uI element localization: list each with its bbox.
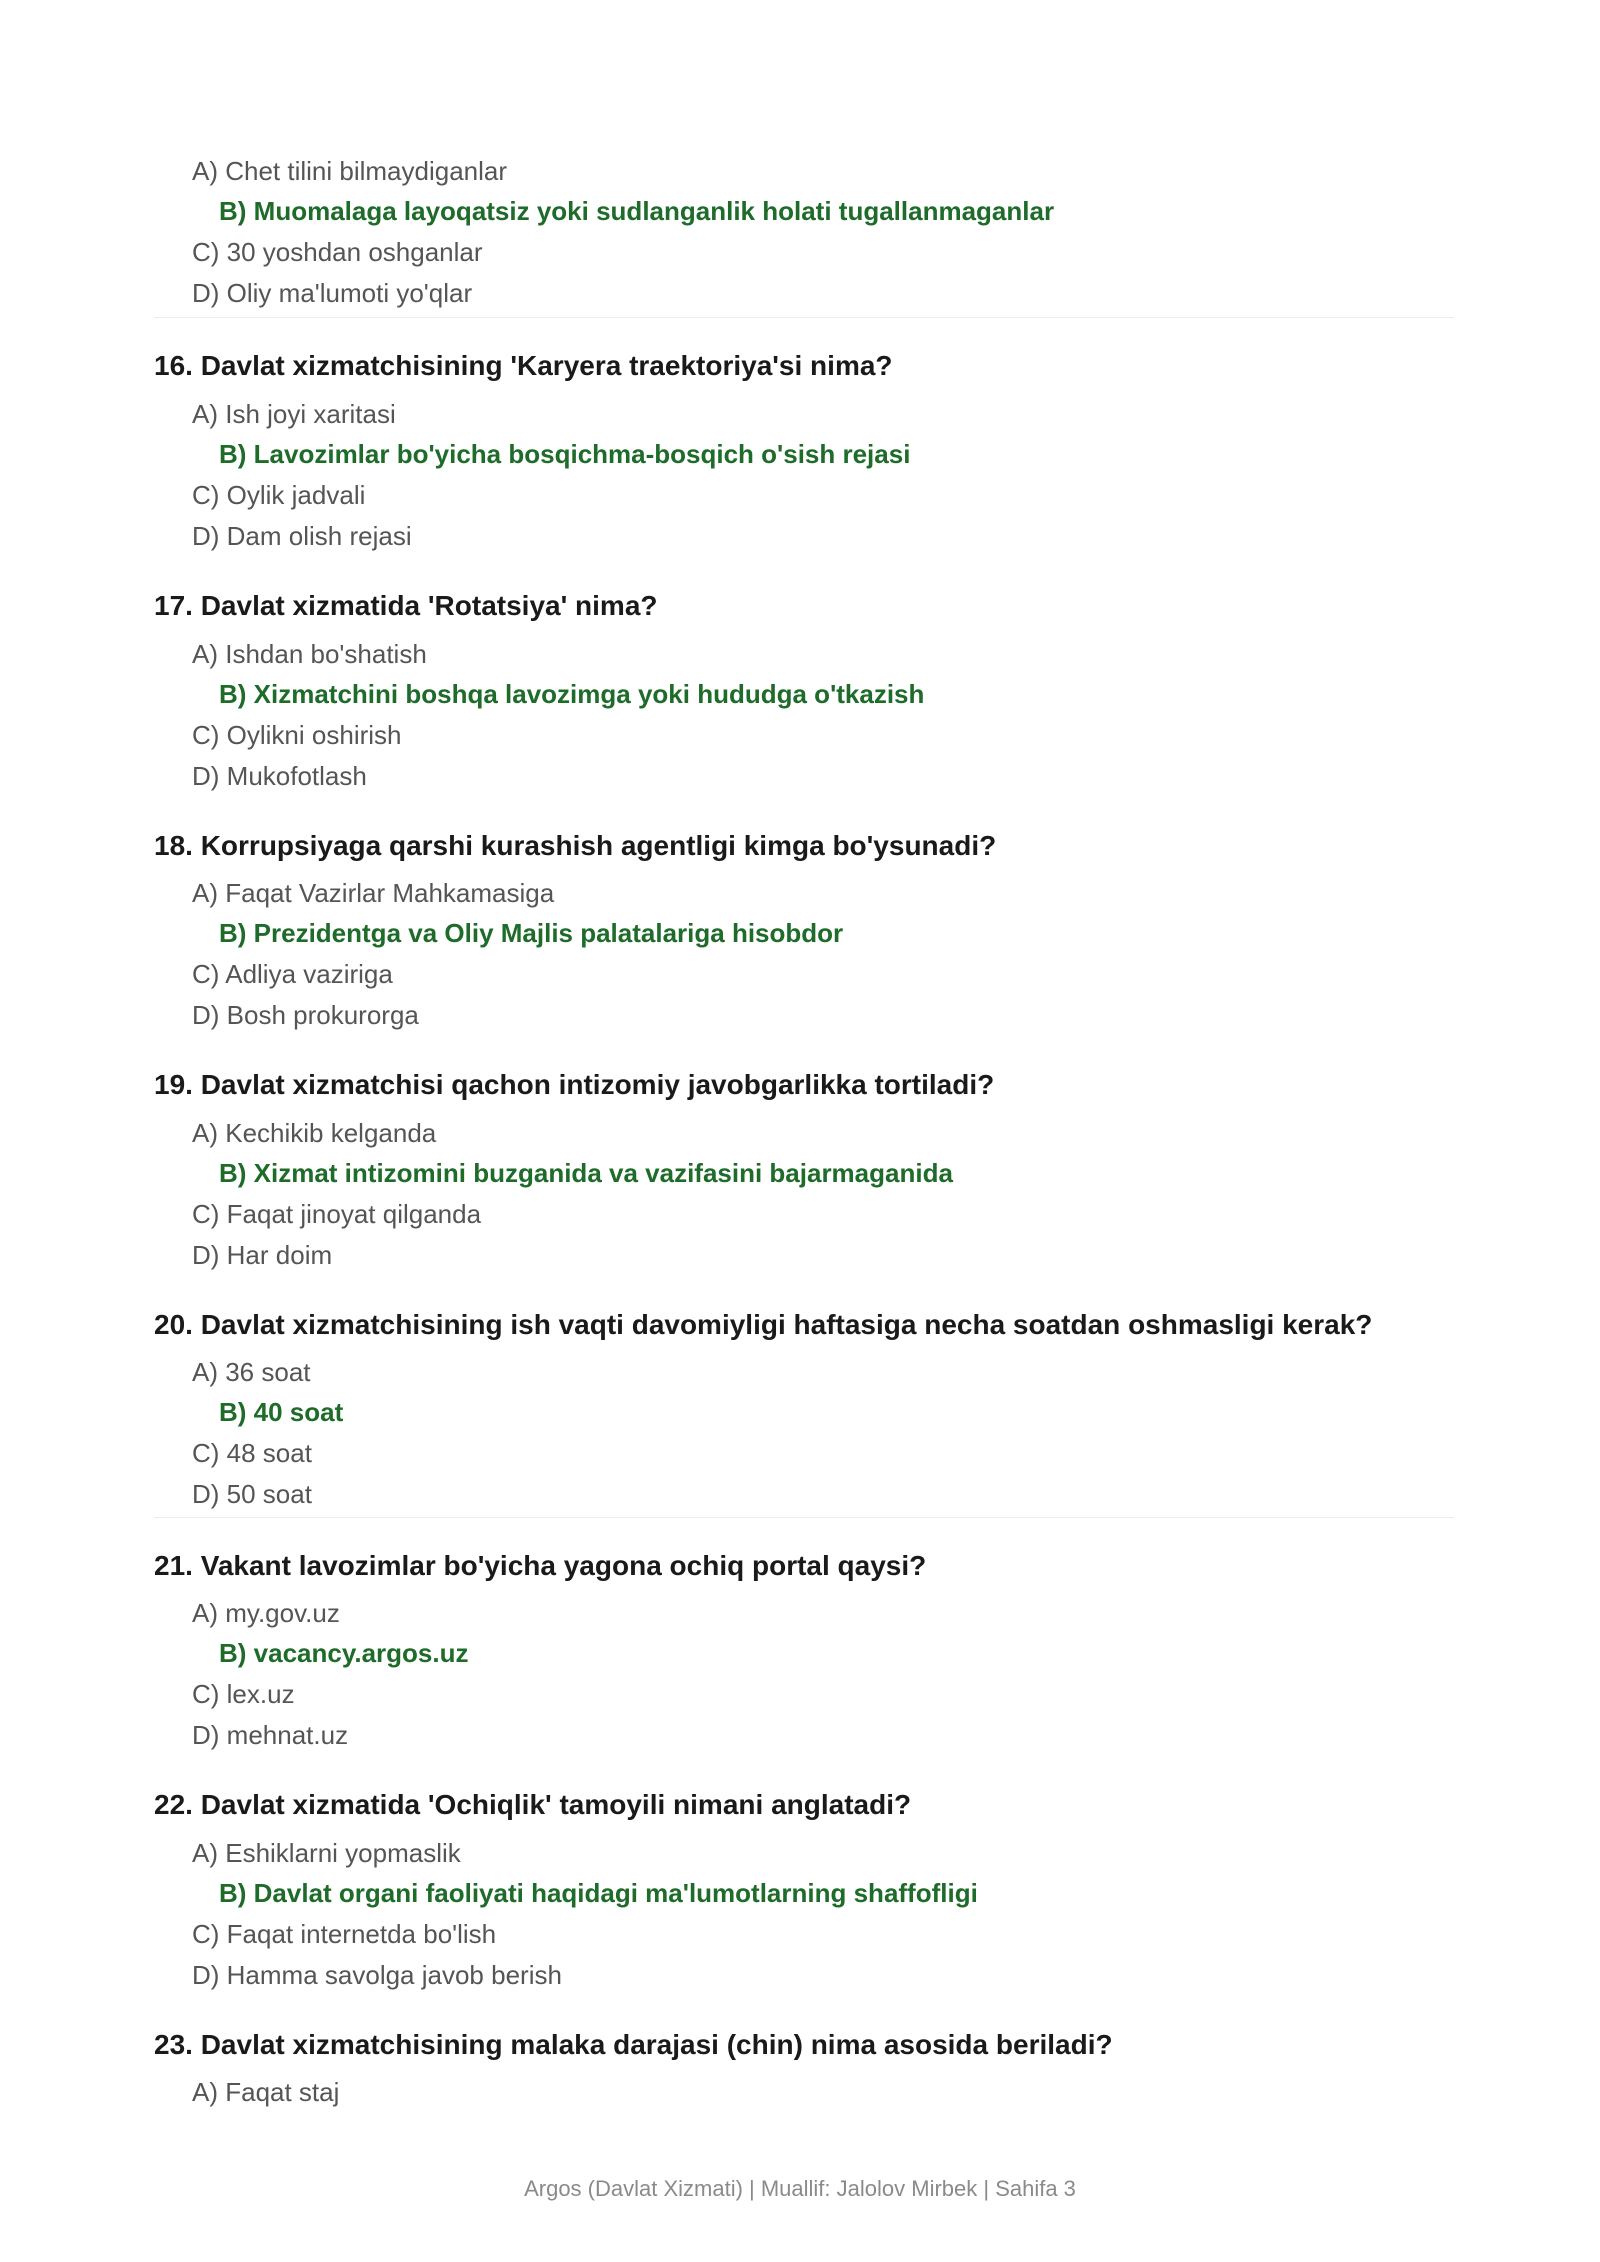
option-b-correct: B) Prezidentga va Oliy Majlis palatalariga hisobdor	[219, 918, 844, 948]
option-b-correct: B) Davlat organi faoliyati haqidagi ma'lumotlarning shaffofligi	[219, 1878, 978, 1908]
option-a: A) Eshiklarni yopmaslik	[192, 1838, 461, 1868]
option-d: D) Oliy ma'lumoti yo'qlar	[192, 278, 473, 308]
question-title: 22. Davlat xizmatida 'Ochiqlik' tamoyili nimani anglatadi?	[154, 1789, 912, 1820]
option-b-correct: B) Xizmat intizomini buzganida va vazifasini bajarmaganida	[219, 1158, 953, 1188]
question-title: 21. Vakant lavozimlar bo'yicha yagona ochiq portal qaysi?	[154, 1550, 927, 1581]
option-d: D) mehnat.uz	[192, 1720, 349, 1750]
option-c: C) 30 yoshdan oshganlar	[192, 237, 483, 267]
option-a: A) Kechikib kelganda	[192, 1118, 437, 1148]
option-d: D) Bosh prokurorga	[192, 1000, 419, 1030]
option-d: D) Mukofotlash	[192, 761, 367, 791]
option-d: D) 50 soat	[192, 1479, 312, 1509]
question-title: 19. Davlat xizmatchisi qachon intizomiy javobgarlikka tortiladi?	[154, 1069, 995, 1100]
page-footer: Argos (Davlat Xizmati) | Muallif: Jalolov Mirbek | Sahifa 3	[524, 2176, 1076, 2201]
option-d: D) Har doim	[192, 1240, 333, 1270]
option-c: C) Faqat internetda bo'lish	[192, 1919, 497, 1949]
option-c: C) Oylikni oshirish	[192, 720, 402, 750]
option-b-correct: B) vacancy.argos.uz	[219, 1638, 469, 1668]
option-a: A) Faqat Vazirlar Mahkamasiga	[192, 878, 555, 908]
option-b-correct: B) Xizmatchini boshqa lavozimga yoki hududga o'tkazish	[219, 679, 925, 709]
option-d: D) Dam olish rejasi	[192, 521, 412, 551]
option-a: A) Chet tilini bilmaydiganlar	[192, 156, 508, 186]
option-a: A) Ishdan bo'shatish	[192, 639, 427, 669]
question-title: 23. Davlat xizmatchisining malaka darajasi (chin) nima asosida beriladi?	[154, 2029, 1113, 2060]
question-title: 18. Korrupsiyaga qarshi kurashish agentligi kimga bo'ysunadi?	[154, 830, 997, 861]
option-b-correct: B) Lavozimlar bo'yicha bosqichma-bosqich o'sish rejasi	[219, 439, 911, 469]
option-c: C) 48 soat	[192, 1438, 312, 1468]
question-title: 20. Davlat xizmatchisining ish vaqti davomiyligi haftasiga necha soatdan oshmasligi kerak?	[154, 1309, 1373, 1340]
option-a: A) 36 soat	[192, 1357, 311, 1387]
option-b-correct: B) Muomalaga layoqatsiz yoki sudlanganlik holati tugallanmaganlar	[219, 196, 1055, 226]
option-b-correct: B) 40 soat	[219, 1397, 344, 1427]
option-c: C) Faqat jinoyat qilganda	[192, 1199, 482, 1229]
option-a: A) Faqat staj	[192, 2077, 340, 2107]
question-title: 16. Davlat xizmatchisining 'Karyera traektoriya'si nima?	[154, 350, 893, 381]
option-c: C) Oylik jadvali	[192, 480, 366, 510]
option-d: D) Hamma savolga javob berish	[192, 1960, 562, 1990]
option-a: A) Ish joyi xaritasi	[192, 399, 396, 429]
option-a: A) my.gov.uz	[192, 1598, 340, 1628]
option-c: C) lex.uz	[192, 1679, 295, 1709]
question-title: 17. Davlat xizmatida 'Rotatsiya' nima?	[154, 590, 658, 621]
divider	[154, 1517, 1454, 1518]
divider	[154, 317, 1454, 318]
option-c: C) Adliya vaziriga	[192, 959, 393, 989]
